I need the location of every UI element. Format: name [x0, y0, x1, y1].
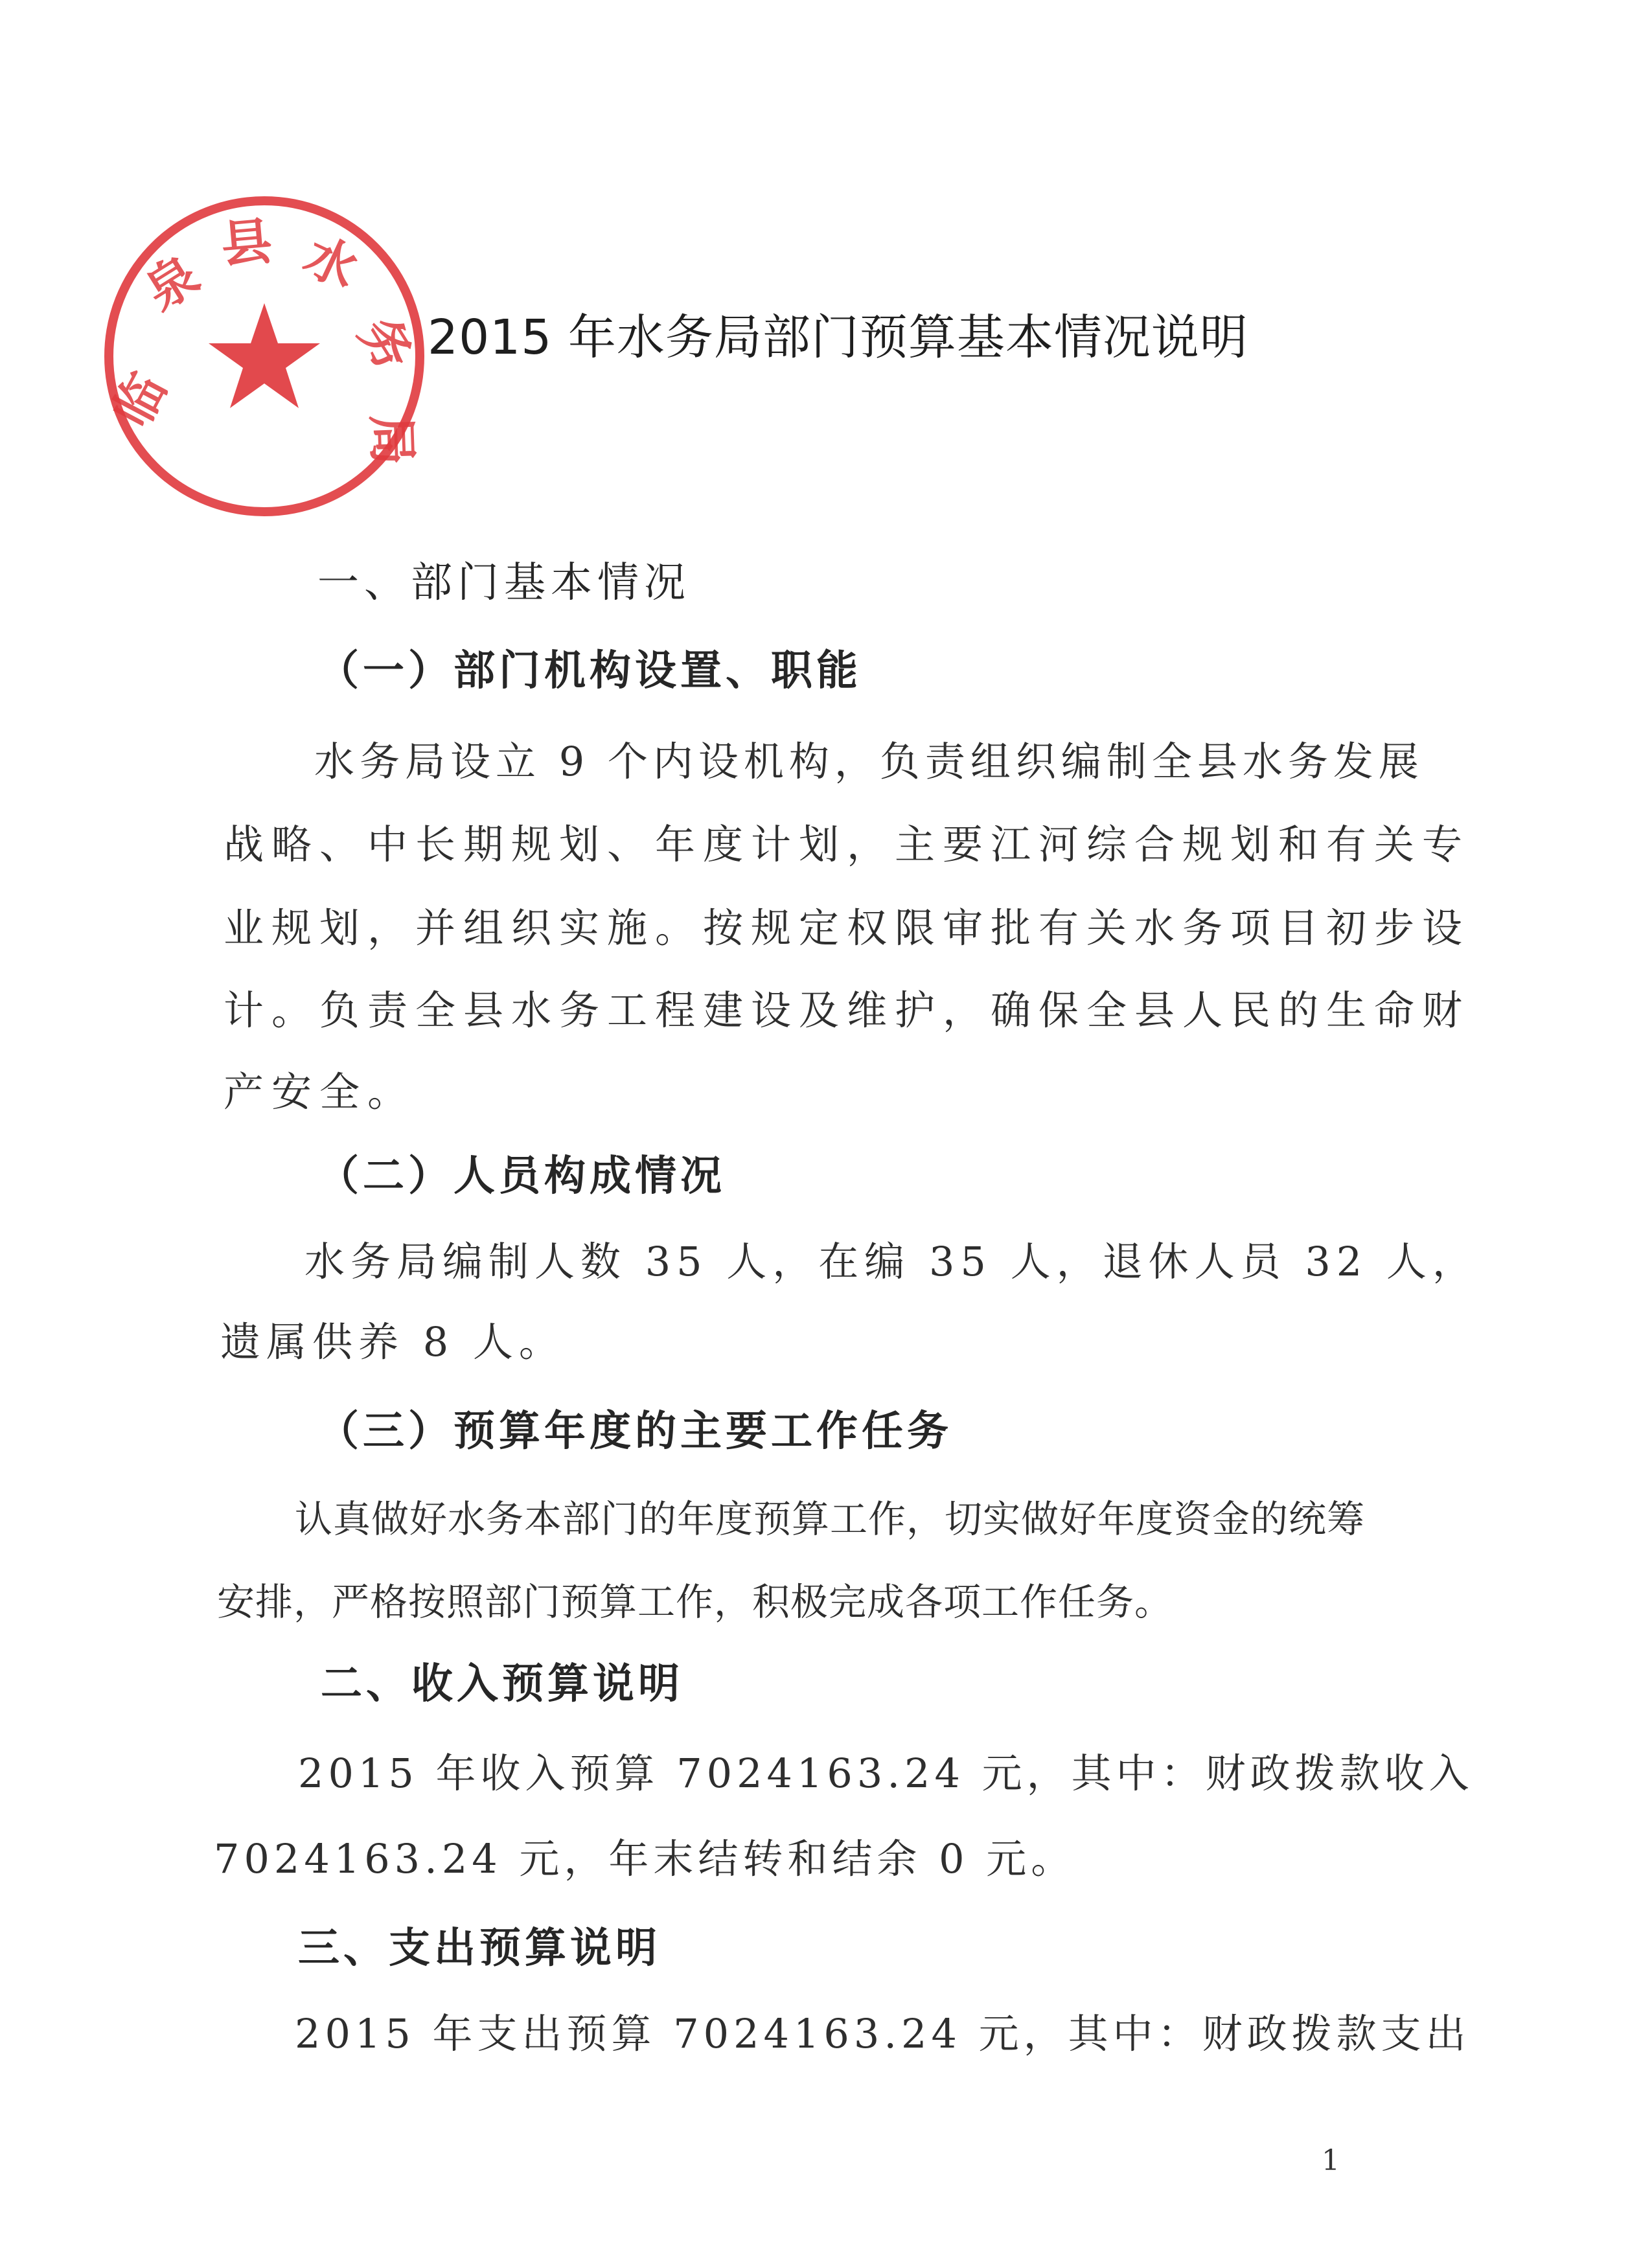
paragraph-line: 2015 年收入预算 7024163.24 元，其中：财政拨款收入 — [298, 1750, 1474, 1797]
svg-text:县: 县 — [218, 211, 275, 275]
paragraph-line: 2015 年支出预算 7024163.24 元，其中：财政拨款支出 — [295, 2010, 1471, 2057]
section-heading-2: 二、收入预算说明 — [321, 1660, 683, 1708]
paragraph-line: 水务局编制人数 35 人，在编 35 人，退休人员 32 人， — [304, 1238, 1478, 1285]
page-number: 1 — [1322, 2144, 1340, 2177]
svg-text:局: 局 — [361, 413, 422, 466]
svg-text:泉: 泉 — [135, 245, 210, 322]
paragraph-line: 安排，严格按照部门预算工作，积极完成各项工作任务。 — [217, 1580, 1173, 1624]
svg-text:临: 临 — [102, 363, 179, 437]
official-seal — [96, 188, 433, 525]
paragraph-line: 认真做好水务本部门的年度预算工作，切实做好年度资金的统筹 — [295, 1497, 1366, 1541]
paragraph-line: 业规划，并组织实施。按规定权限审批有关水务项目初步设 — [224, 904, 1471, 952]
section-heading-3: 三、支出预算说明 — [298, 1924, 661, 1972]
paragraph-line: 产安全。 — [224, 1068, 416, 1115]
section-heading-1: 一、部门基本情况 — [317, 559, 691, 607]
subsection-heading-1-1: （一）部门机构设置、职能 — [317, 646, 862, 695]
svg-text:水: 水 — [295, 225, 367, 301]
paragraph-line: 战略、中长期规划、年度计划，主要江河综合规划和有关专 — [224, 821, 1471, 868]
seal-star-icon — [209, 303, 320, 408]
paragraph-line: 7024163.24 元，年末结转和结余 0 元。 — [214, 1835, 1076, 1882]
subsection-heading-1-2: （二）人员构成情况 — [317, 1152, 726, 1200]
document-title: 2015 年水务局部门预算基本情况说明 — [428, 310, 1248, 365]
paragraph-line: 水务局设立 9 个内设机构，负责组织编制全县水务发展 — [314, 738, 1424, 785]
subsection-heading-1-3: （三）预算年度的主要工作任务 — [317, 1407, 952, 1456]
paragraph-line: 遗属供养 8 人。 — [220, 1318, 565, 1365]
svg-text:务: 务 — [347, 306, 424, 382]
paragraph-line: 计。负责全县水务工程建设及维护，确保全县人民的生命财 — [224, 987, 1471, 1034]
